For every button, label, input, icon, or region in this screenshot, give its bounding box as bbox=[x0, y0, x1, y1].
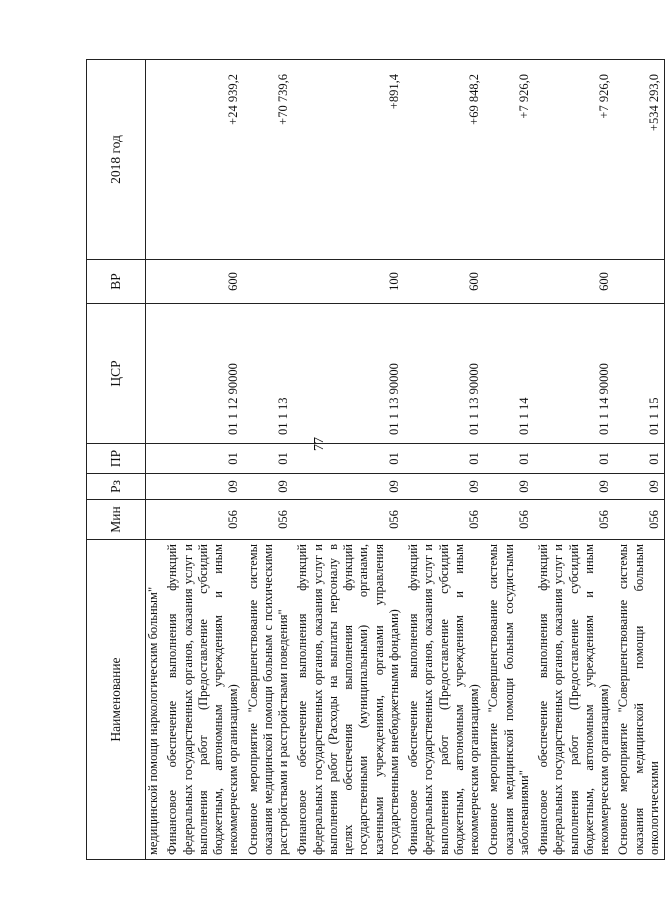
table-row bbox=[146, 60, 164, 860]
row-csr bbox=[146, 304, 164, 444]
page-number: 77 bbox=[312, 437, 327, 451]
row-sum: +69 848,2 bbox=[404, 60, 484, 260]
row-pr: 01 bbox=[293, 444, 404, 474]
row-rz: 09 bbox=[244, 474, 294, 500]
table-row bbox=[293, 60, 404, 860]
row-name: Основное мероприятие "Совершенствование системы оказания медицинской помощи больным онкологическими bbox=[614, 540, 664, 860]
row-csr: 01 1 15 bbox=[614, 304, 664, 444]
table-header-row bbox=[87, 60, 146, 860]
row-min: 056 bbox=[163, 500, 243, 540]
budget-table bbox=[86, 59, 665, 860]
row-sum: +24 939,2 bbox=[163, 60, 243, 260]
row-pr: 01 bbox=[163, 444, 243, 474]
row-name: Финансовое обеспечение выполнения функций федеральных государственных органов, оказания услуг и выполнения работ (Предоставление субсидий бюджетным, автономным учреждениям и иным некоммерческим организациям) bbox=[404, 540, 484, 860]
table-row bbox=[404, 60, 484, 860]
row-name: Финансовое обеспечение выполнения функций федеральных государственных органов, оказания услуг и выполнения работ (Предоставление субсидий бюджетным, автономным учреждениям и иным некоммерческим организациям) bbox=[163, 540, 243, 860]
rotated-table-container bbox=[86, 60, 661, 860]
header-year: 2018 год bbox=[87, 60, 146, 260]
header-name: Наименование bbox=[87, 540, 146, 860]
table-row bbox=[614, 60, 664, 860]
row-vr bbox=[614, 260, 664, 304]
row-name: Финансовое обеспечение выполнения функций федеральных государственных органов, оказания услуг и выполнения работ (Предоставление субсидий бюджетным, автономным учреждениям и иным некоммерческим организациям) bbox=[534, 540, 614, 860]
row-pr: 01 bbox=[614, 444, 664, 474]
row-min: 056 bbox=[244, 500, 294, 540]
row-rz bbox=[146, 474, 164, 500]
row-csr: 01 1 13 90000 bbox=[404, 304, 484, 444]
row-sum: +7 926,0 bbox=[484, 60, 534, 260]
row-vr bbox=[244, 260, 294, 304]
table-row bbox=[534, 60, 614, 860]
row-rz: 09 bbox=[293, 474, 404, 500]
row-name: медицинской помощи наркологическим больным" bbox=[146, 540, 164, 860]
table-row bbox=[163, 60, 243, 860]
row-sum: +70 739,6 bbox=[244, 60, 294, 260]
row-sum: +534 293,0 bbox=[614, 60, 664, 260]
row-pr: 01 bbox=[534, 444, 614, 474]
row-min bbox=[146, 500, 164, 540]
row-rz: 09 bbox=[614, 474, 664, 500]
row-pr bbox=[146, 444, 164, 474]
row-pr: 01 bbox=[244, 444, 294, 474]
row-csr: 01 1 14 bbox=[484, 304, 534, 444]
row-min: 056 bbox=[534, 500, 614, 540]
row-vr bbox=[146, 260, 164, 304]
header-rz: Рз bbox=[87, 474, 146, 500]
row-min: 056 bbox=[293, 500, 404, 540]
row-csr: 01 1 14 90000 bbox=[534, 304, 614, 444]
row-name: Основное мероприятие "Совершенствование системы оказания медицинской помощи больным с психическими расстройствами и расстройствами поведения" bbox=[244, 540, 294, 860]
row-pr: 01 bbox=[484, 444, 534, 474]
row-sum bbox=[146, 60, 164, 260]
row-min: 056 bbox=[484, 500, 534, 540]
table-row bbox=[244, 60, 294, 860]
row-vr: 600 bbox=[163, 260, 243, 304]
row-name: Финансовое обеспечение выполнения функций федеральных государственных органов, оказания услуг и выполнения работ (Расходы на выплаты персоналу в целях обеспечения выполнения функций государственными (муниципальными) органами, казенными учреждениями, органами управления государственными внебюджетными фондами) bbox=[293, 540, 404, 860]
header-pr: ПР bbox=[87, 444, 146, 474]
row-min: 056 bbox=[614, 500, 664, 540]
header-vr: ВР bbox=[87, 260, 146, 304]
row-pr: 01 bbox=[404, 444, 484, 474]
row-sum: +891,4 bbox=[293, 60, 404, 260]
table-row bbox=[484, 60, 534, 860]
row-min: 056 bbox=[404, 500, 484, 540]
row-csr: 01 1 12 90000 bbox=[163, 304, 243, 444]
header-csr: ЦСР bbox=[87, 304, 146, 444]
row-rz: 09 bbox=[404, 474, 484, 500]
header-min: Мин bbox=[87, 500, 146, 540]
row-vr bbox=[484, 260, 534, 304]
row-rz: 09 bbox=[484, 474, 534, 500]
row-sum: +7 926,0 bbox=[534, 60, 614, 260]
row-vr: 100 bbox=[293, 260, 404, 304]
row-csr: 01 1 13 90000 bbox=[293, 304, 404, 444]
row-vr: 600 bbox=[404, 260, 484, 304]
row-csr: 01 1 13 bbox=[244, 304, 294, 444]
row-name: Основное мероприятие "Совершенствование системы оказания медицинской помощи больным сосудистыми заболеваниями" bbox=[484, 540, 534, 860]
row-rz: 09 bbox=[163, 474, 243, 500]
row-rz: 09 bbox=[534, 474, 614, 500]
row-vr: 600 bbox=[534, 260, 614, 304]
